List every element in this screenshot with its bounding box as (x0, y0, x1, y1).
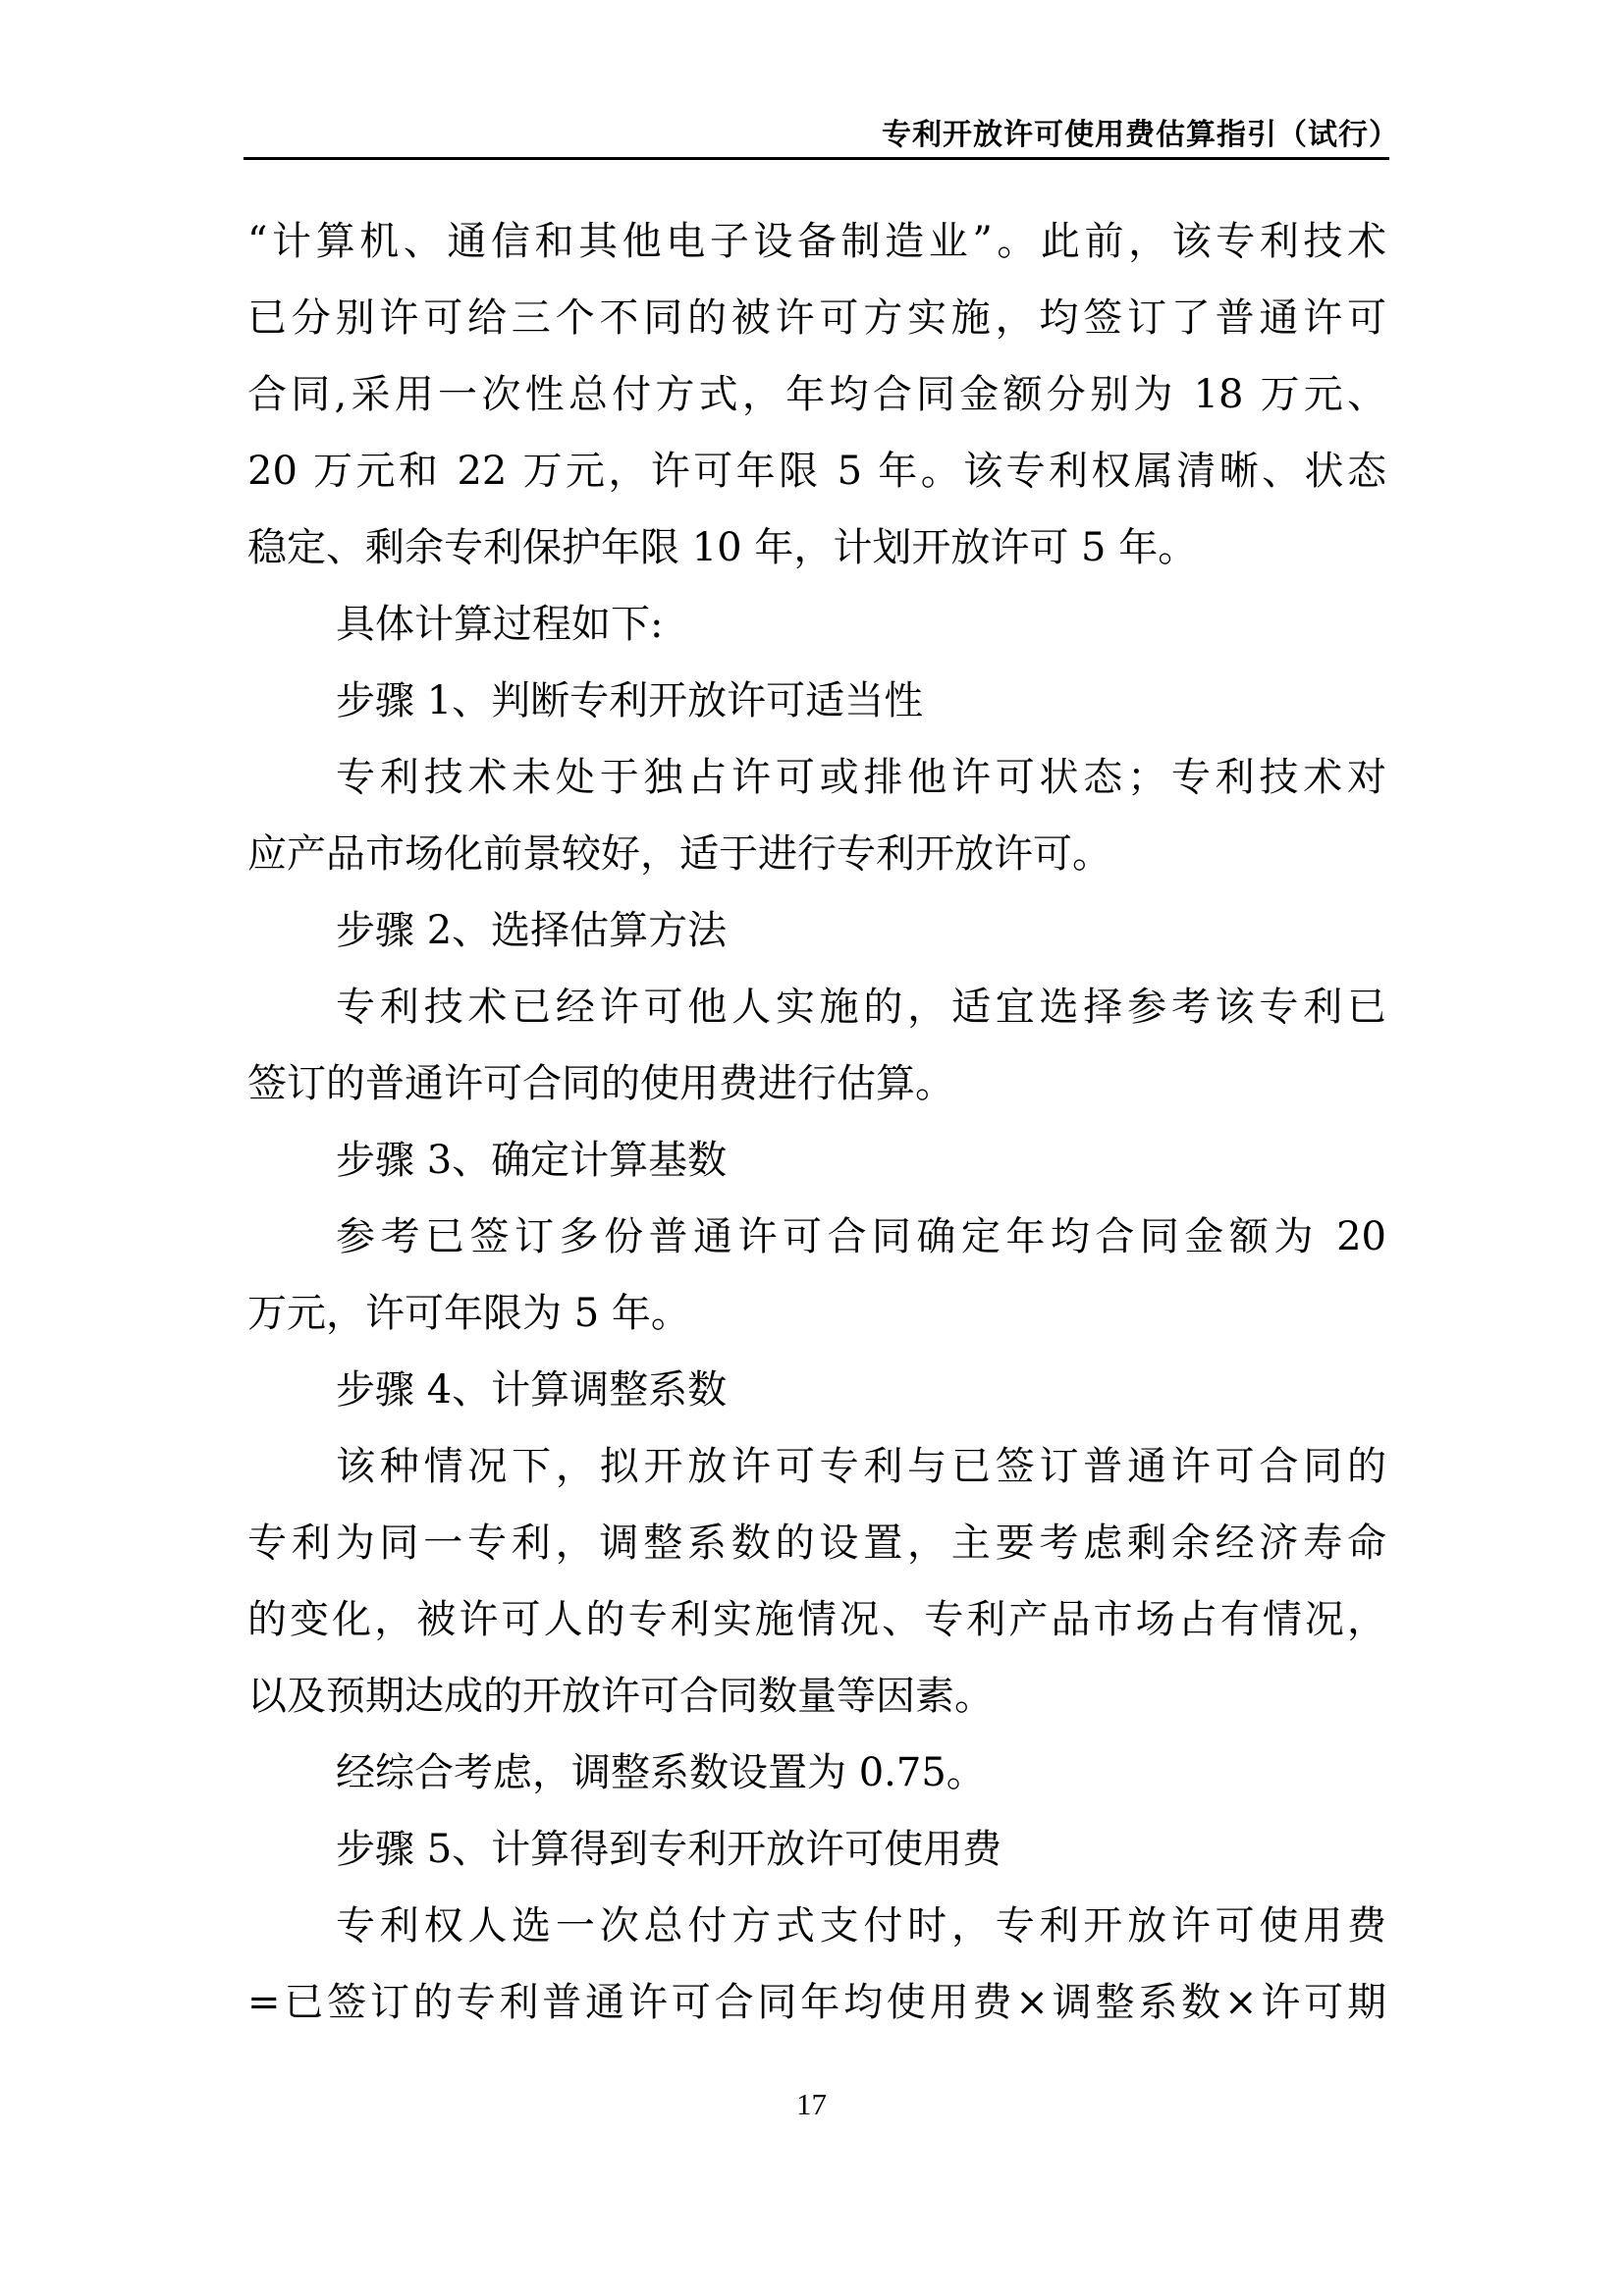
text-line: 具体计算过程如下: (336, 602, 664, 647)
text-line: 已分别许可给三个不同的被许可方实施，均签订了普通许可 (247, 295, 1386, 341)
text-line: 专利技术已经许可他人实施的，适宜选择参考该专利已 (336, 985, 1386, 1030)
step-heading: 步骤 3、确定计算基数 (336, 1138, 728, 1183)
step-heading: 步骤 5、计算得到专利开放许可使用费 (336, 1827, 1002, 1872)
text-line: 稳定、剩余专利保护年限 10 年，计划开放许可 5 年。 (247, 525, 1198, 570)
page-number: 17 (796, 2087, 827, 2121)
text-line: 专利权人选一次总付方式支付时，专利开放许可使用费 (336, 1903, 1386, 1949)
body-text (247, 203, 1386, 2041)
text-line: 参考已签订多份普通许可合同确定年均合同金额为 20 (336, 1214, 1386, 1259)
text-line: 以及预期达成的开放许可合同数量等因素。 (247, 1674, 994, 1719)
running-header-title: 专利开放许可使用费估算指引（试行） (882, 118, 1399, 152)
text-line: 签订的普通许可合同的使用费进行估算。 (247, 1061, 954, 1106)
text-line: “计算机、通信和其他电子设备制造业”。此前，该专利技术 (247, 219, 1386, 264)
text-line: 该种情况下，拟开放许可专利与已签订普通许可合同的 (336, 1444, 1386, 1489)
text-line: 万元，许可年限为 5 年。 (247, 1291, 690, 1336)
header-divider (243, 157, 1389, 160)
text-line: 专利为同一专利，调整系数的设置，主要考虑剩余经济寿命 (247, 1521, 1386, 1566)
text-line: 经综合考虑，调整系数设置为 0.75。 (336, 1750, 986, 1795)
step-heading: 步骤 1、判断专利开放许可适当性 (336, 678, 924, 723)
text-line: 合同,采用一次性总付方式，年均合同金额分别为 18 万元、 (247, 372, 1386, 417)
text-line: 20 万元和 22 万元，许可年限 5 年。该专利权属清晰、状态 (247, 449, 1386, 494)
step-heading: 步骤 4、计算调整系数 (336, 1367, 728, 1413)
step-heading: 步骤 2、选择估算方法 (336, 908, 728, 953)
text-line: 应产品市场化前景较好，适于进行专利开放许可。 (247, 831, 1111, 877)
text-line: 的变化，被许可人的专利实施情况、专利产品市场占有情况， (247, 1597, 1386, 1642)
text-line: 专利技术未处于独占许可或排他许可状态；专利技术对 (336, 755, 1386, 800)
text-line: =已签订的专利普通许可合同年均使用费×调整系数×许可期 (247, 1980, 1386, 2025)
